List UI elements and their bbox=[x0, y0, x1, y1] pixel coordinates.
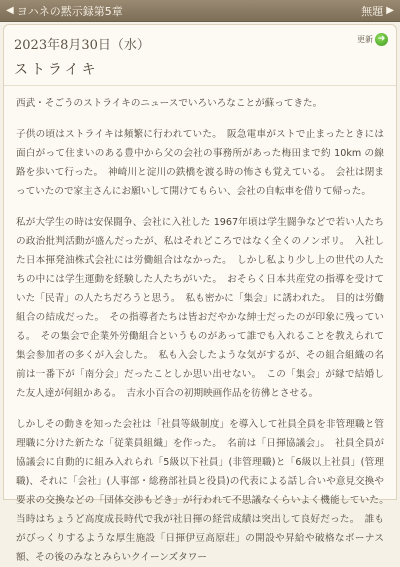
back-to-previous-entry-link[interactable] bbox=[6, 3, 123, 19]
entry-date: 2023年8月30日（水） bbox=[14, 38, 150, 53]
chevron-right-icon: ▶ bbox=[386, 4, 394, 16]
entry-body bbox=[4, 86, 396, 567]
top-navigation-bar bbox=[0, 0, 400, 22]
next-entry-link[interactable] bbox=[361, 3, 394, 19]
paragraph: 西武・そごうのストライキのニュースでいろいろなことが蘇ってきた。 bbox=[16, 98, 323, 109]
next-entry-label: 無題 bbox=[361, 4, 384, 18]
update-button[interactable] bbox=[357, 33, 388, 46]
paragraph: 子供の頃はストライキは頻繁に行われていた。 阪急電車がストで止まったときには面白がって住まいのある豊中から父の会社の事務所があった梅田まで約 10km の線路を歩いて行った。 神崎川と淀川の鉄橋を渡る時の怖さも覚えている。 会社は閉まっていたので家主さんにお願いして開けてもらい、会社の自転車を借りて帰った。 bbox=[16, 129, 384, 197]
entry-header bbox=[4, 25, 396, 86]
entry-panel bbox=[3, 24, 397, 563]
entry-title: ストライキ bbox=[14, 62, 99, 78]
green-arrow-icon: ➜ bbox=[375, 33, 388, 46]
previous-entry-label: ヨハネの黙示録第5章 bbox=[16, 4, 123, 18]
update-label: 更新 bbox=[357, 35, 373, 44]
paragraph: 私が大学生の時は安保闘争、会社に入社した 1967年頃は学生闘争などで若い人たちの政治批判活動が盛んだったが、私はそれどころではなく全くのノンポリ。 入社した日本揮発油株式会社には労働組合はなかった。 しかし私より少し上の世代の人たちの中には学生運動を経験した人たちがいた。 おそらく日本共産党の指導を受けていた「民青」の人たちだろうと思う。 私も密かに「集会」に誘われた。 目的は労働組合の結成だった。 その指導者たちは皆おだやかな紳士だったのが印象に残っている。 その集会で企業外労働組合というものがあって誰でも入れることを教えられて集会参加者の多くが入会した。 私も入会したような気がするが、その組合組織の名前は一番下が「南分会」だったことしか思い出せない。 この「集会」が縁で結婚した友人達が何組かある。 吉永小百合の初期映画作品を彷彿とさせる。 bbox=[16, 217, 384, 399]
paragraph: しかしその動きを知った会社は「社員等級制度」を導入して社員全員を非管理職と管理職に分けた新たな「従業員組織」を作った。 名前は「日揮協議会」。 社員全員が協議会に自動的に組み入れられ「5級以下社員」(非管理職)と「6級以上社員」(管理職)、それに「会社」(人事部・総務部社員と役員)の代表による話し合いや意見交換や要求の交換などの「団体交渉もどき」が行われて不思議なくらいよく機能していた。 当時はちょうど高度成長時代で我が社日揮の経営成績は突出して良好だった。 誰もがびっくりするような厚生施設「日揮伊豆高原荘」の開設や昇給や破格なボーナス額、その後のみなとみらいクイーンズタワー bbox=[16, 419, 394, 563]
chevron-left-icon: ◀ bbox=[6, 4, 14, 16]
